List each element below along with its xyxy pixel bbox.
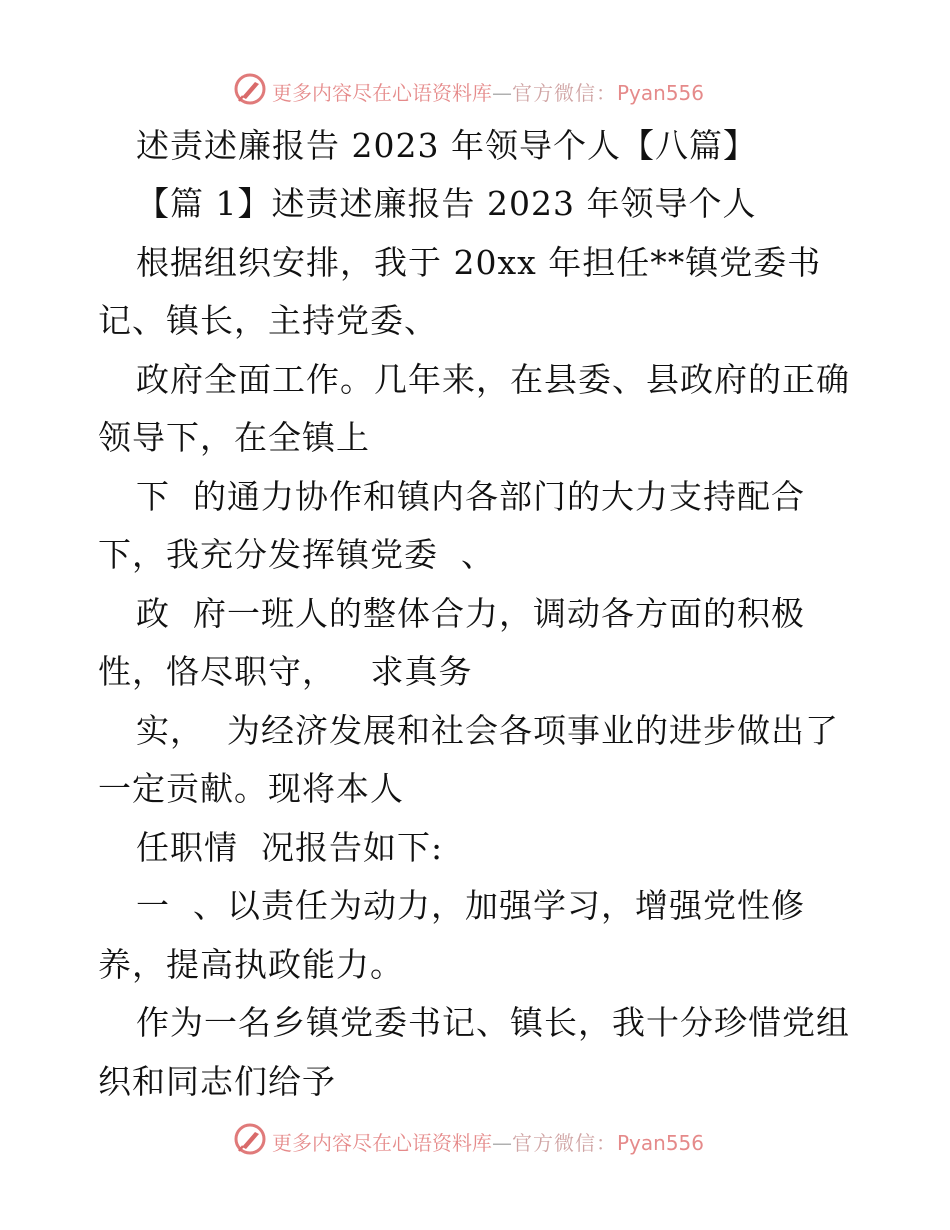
footer-watermark [0,1122,950,1158]
watermark-id-text: Pyan556 [617,81,705,105]
watermark-main-text: 更多内容尽在心语资料库 [272,81,492,105]
document-title: 述责述廉报告 2023 年领导个人【八篇】 [136,126,757,165]
paragraph-line: 根据组织安排，我于 20xx 年担任**镇党委书 [136,243,822,282]
pen-quill-logo-icon [233,72,267,106]
paragraph-line: 性，恪尽职守， 求真务 [98,652,473,691]
paragraph-line: 下 的通力协作和镇内各部门的大力支持配合 [136,477,805,516]
paragraph-line: 实， 为经济发展和社会各项事业的进步做出了 [136,711,839,750]
paragraph-line: 记、镇长，主持党委、 [98,301,438,340]
watermark-main-text: 更多内容尽在心语资料库 [272,1131,492,1155]
watermark-id-text: Pyan556 [617,1131,705,1155]
paragraph-line: 一 、以责任为动力，加强学习，增强党性修 [136,886,805,925]
header-watermark [0,72,950,108]
watermark-separator: — [492,1131,512,1155]
paragraph-line: 养，提高执政能力。 [98,945,404,984]
paragraph-line: 一定贡献。现将本人 [98,769,404,808]
paragraph-line: 领导下，在全镇上 [98,418,370,457]
paragraph-line: 政府全面工作。几年来，在县委、县政府的正确 [136,360,850,399]
pen-quill-logo-icon [233,1122,267,1156]
watermark-sub-text: 官方微信： [512,1131,617,1155]
paragraph-line: 任职情 况报告如下: [136,828,444,867]
paragraph-line: 织和同志们给予 [98,1062,336,1101]
paragraph-line: 政 府一班人的整体合力，调动各方面的积极 [136,594,805,633]
watermark-sub-text: 官方微信： [512,81,617,105]
paragraph-line: 作为一名乡镇党委书记、镇长，我十分珍惜党组 [136,1003,850,1042]
paragraph-line: 下，我充分发挥镇党委 、 [98,535,495,574]
watermark-separator: — [492,81,512,105]
section-heading: 【篇 1】述责述廉报告 2023 年领导个人 [136,184,757,223]
